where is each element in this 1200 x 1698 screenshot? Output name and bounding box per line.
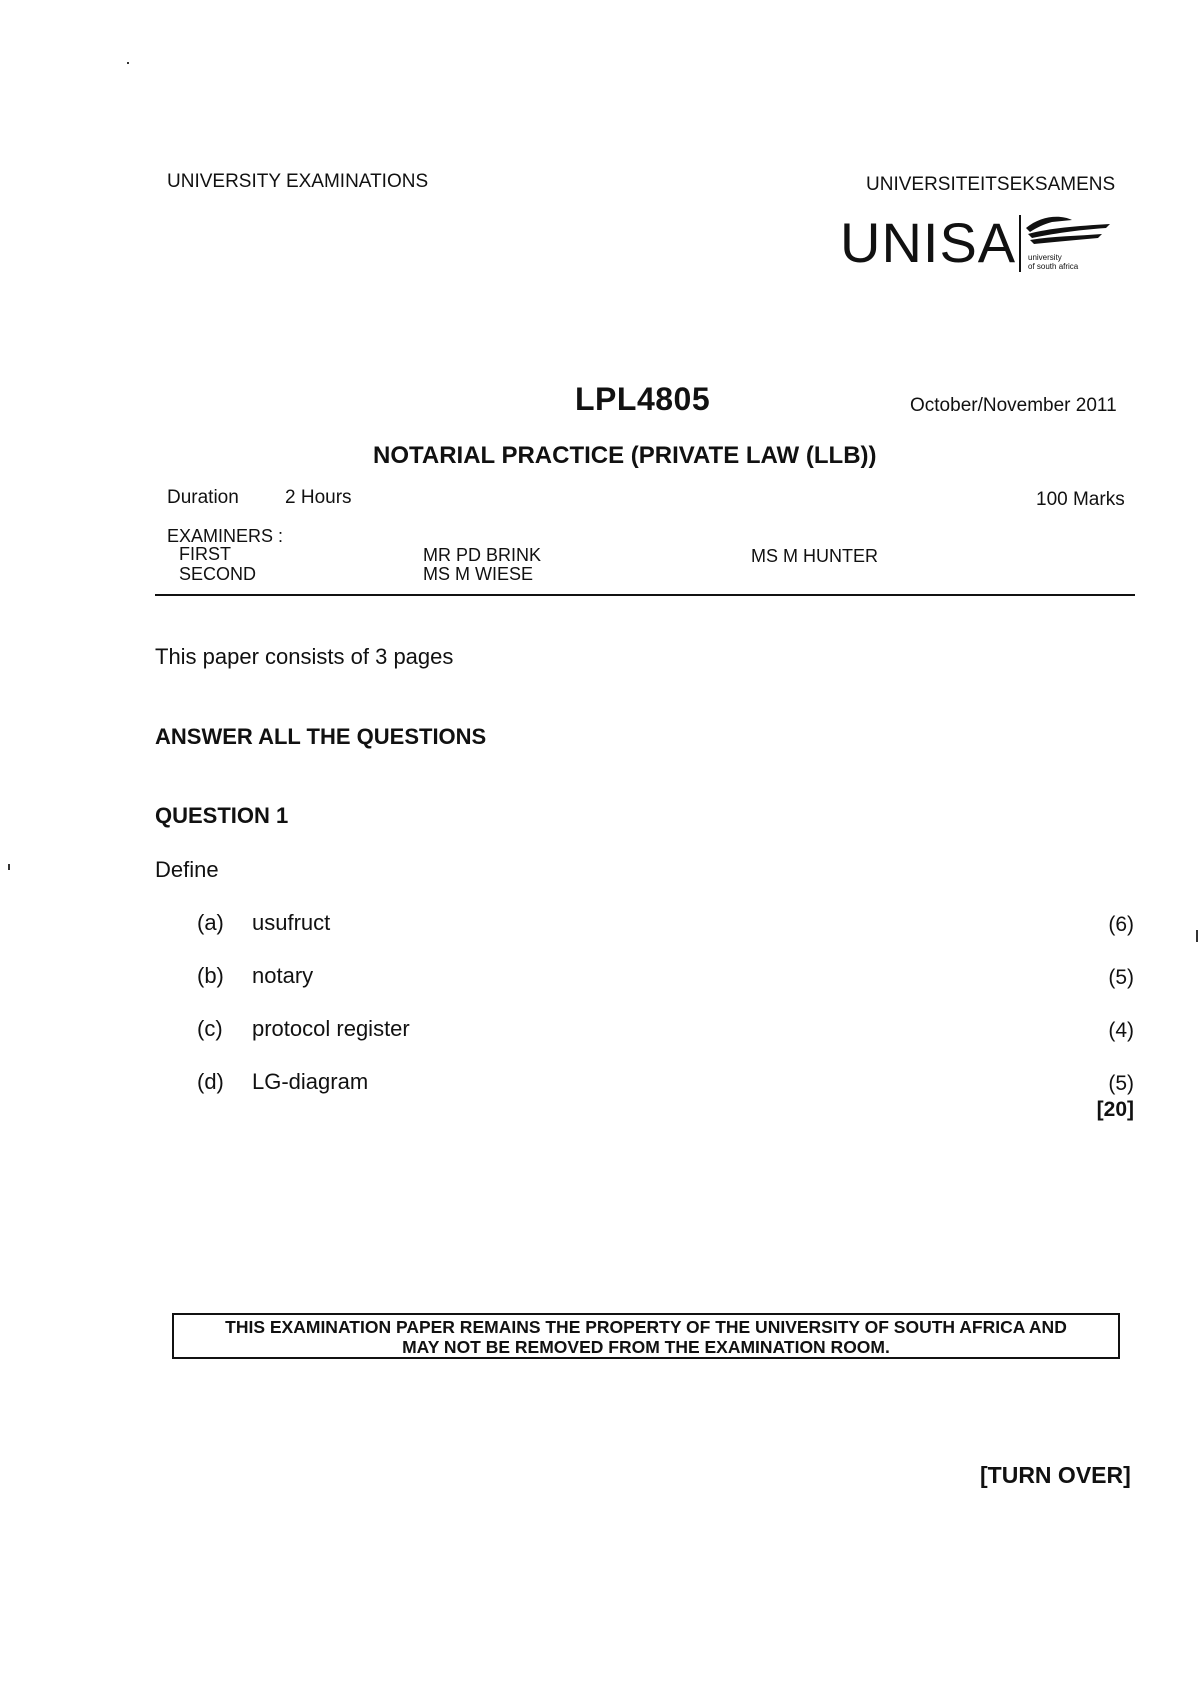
course-code: LPL4805 (575, 381, 711, 417)
question-prompt: Define (155, 857, 219, 882)
turn-over: [TURN OVER] (980, 1462, 1131, 1488)
course-title: NOTARIAL PRACTICE (PRIVATE LAW (LLB)) (373, 442, 877, 469)
duration-value: 2 Hours (285, 487, 352, 508)
pages-note: This paper consists of 3 pages (155, 644, 454, 669)
logo-emblem-icon (840, 210, 1120, 280)
header-left: UNIVERSITY EXAMINATIONS (167, 171, 429, 192)
examiner-external-name: MS M HUNTER (751, 546, 878, 566)
item-letter: (a) (197, 910, 224, 935)
scan-speck (1196, 930, 1198, 942)
item-letter: (c) (197, 1016, 223, 1041)
logo-tagline-1: university (1028, 253, 1062, 262)
item-marks: (5) (1108, 1072, 1134, 1095)
logo-tagline-2: of south africa (1028, 262, 1079, 271)
header-right: UNIVERSITEITSEKSAMENS (866, 174, 1116, 195)
item-text: protocol register (252, 1016, 410, 1041)
instruction: ANSWER ALL THE QUESTIONS (155, 724, 487, 749)
logo-wordmark: UNISA (840, 211, 1017, 274)
property-notice (172, 1313, 1120, 1359)
examiner-first-label: FIRST (179, 544, 231, 564)
item-text: usufruct (252, 910, 331, 935)
item-letter: (d) (197, 1069, 224, 1094)
examiners-label: EXAMINERS : (167, 526, 284, 546)
item-marks: (6) (1108, 913, 1134, 936)
item-marks: (4) (1108, 1019, 1134, 1042)
scan-speck (127, 62, 129, 64)
unisa-logo (840, 210, 1120, 280)
question-total: [20] (1096, 1098, 1134, 1121)
item-text: LG-diagram (252, 1069, 369, 1094)
scan-speck (8, 864, 10, 870)
question-heading: QUESTION 1 (155, 803, 289, 828)
examiner-first-name: MR PD BRINK (423, 545, 542, 565)
examiner-second-label: SECOND (179, 564, 257, 584)
item-text: notary (252, 963, 314, 988)
examiner-second-name: MS M WIESE (423, 564, 534, 584)
total-marks: 100 Marks (1036, 489, 1125, 510)
exam-period: October/November 2011 (910, 395, 1117, 416)
notice-line-2: MAY NOT BE REMOVED FROM THE EXAMINATION ROOM. (402, 1337, 890, 1357)
header-rule (155, 594, 1135, 596)
item-letter: (b) (197, 963, 224, 988)
item-marks: (5) (1108, 966, 1134, 989)
duration-label: Duration (167, 487, 239, 508)
notice-line-1: THIS EXAMINATION PAPER REMAINS THE PROPERTY OF THE UNIVERSITY OF SOUTH AFRICA AND (225, 1317, 1067, 1337)
